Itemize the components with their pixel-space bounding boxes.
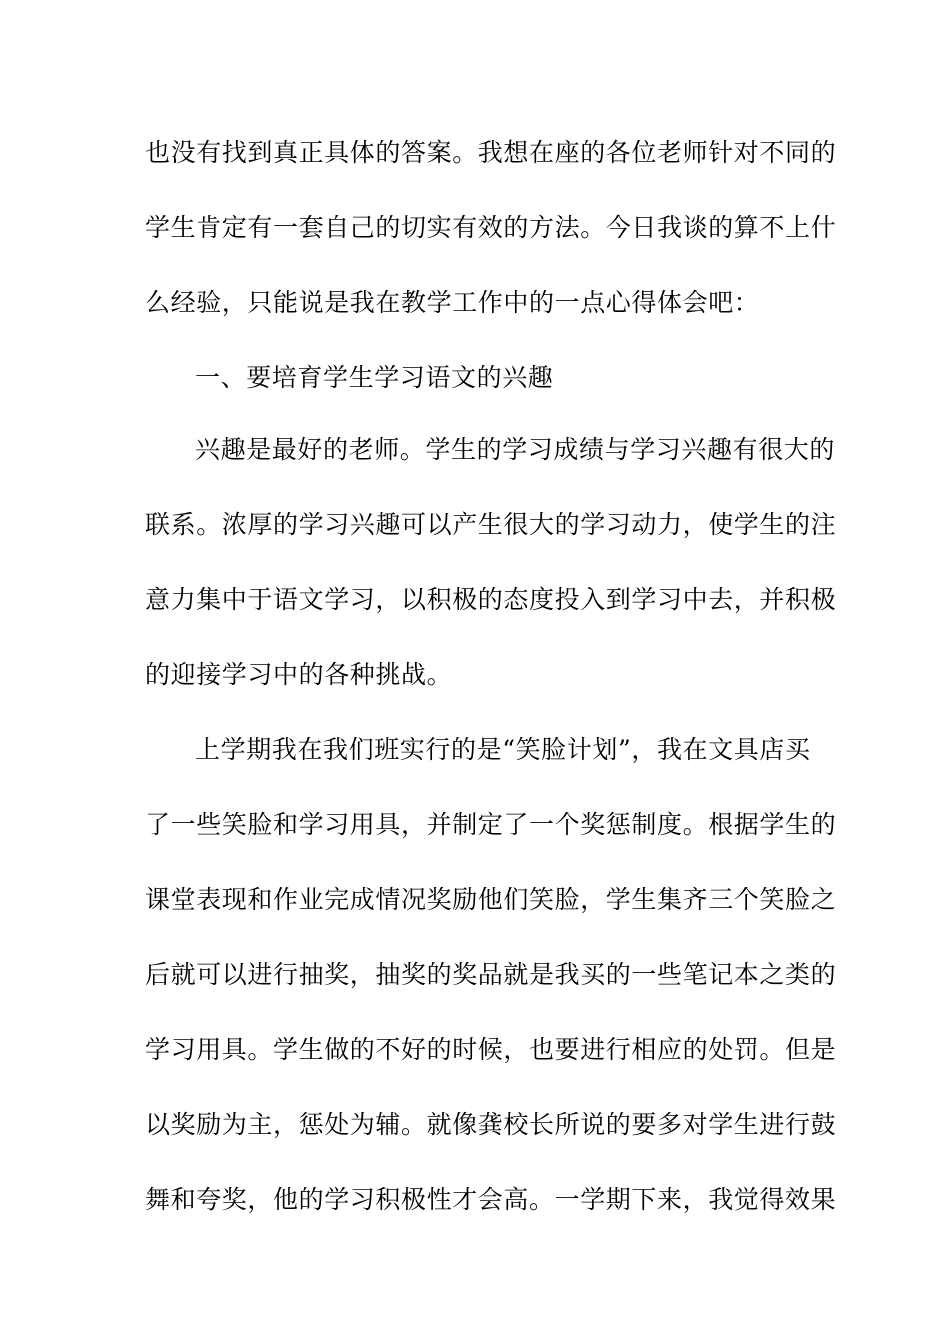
text-line: 兴趣是最好的老师。学生的学习成绩与学习兴趣有很大的 <box>195 435 836 464</box>
text-line: 联系。浓厚的学习兴趣可以产生很大的学习动力，使学生的注 <box>145 510 837 539</box>
section-heading: 一、要培育学生学习语文的兴趣 <box>195 363 554 392</box>
text-line: 学生肯定有一套自己的切实有效的方法。今日我谈的算不上什 <box>145 213 837 242</box>
text-line: 上学期我在我们班实行的是“笑脸计划”，我在文具店买 <box>195 735 811 764</box>
text-line: 学习用具。学生做的不好的时候，也要进行相应的处罚。但是 <box>145 1035 837 1064</box>
text-line: 课堂表现和作业完成情况奖励他们笑脸，学生集齐三个笑脸之 <box>145 885 837 914</box>
text-line: 以奖励为主，惩处为辅。就像龚校长所说的要多对学生进行鼓 <box>145 1110 837 1139</box>
text-line: 了一些笑脸和学习用具，并制定了一个奖惩制度。根据学生的 <box>145 810 837 839</box>
text-line: 的迎接学习中的各种挑战。 <box>145 660 453 689</box>
text-line: 意力集中于语文学习，以积极的态度投入到学习中去，并积极 <box>145 585 837 614</box>
text-line: 舞和夸奖，他的学习积极性才会高。一学期下来，我觉得效果 <box>145 1185 837 1214</box>
text-line: 也没有找到真正具体的答案。我想在座的各位老师针对不同的 <box>145 138 837 167</box>
text-line: 么经验，只能说是我在教学工作中的一点心得体会吧： <box>145 288 760 317</box>
text-line: 后就可以进行抽奖，抽奖的奖品就是我买的一些笔记本之类的 <box>145 960 837 989</box>
